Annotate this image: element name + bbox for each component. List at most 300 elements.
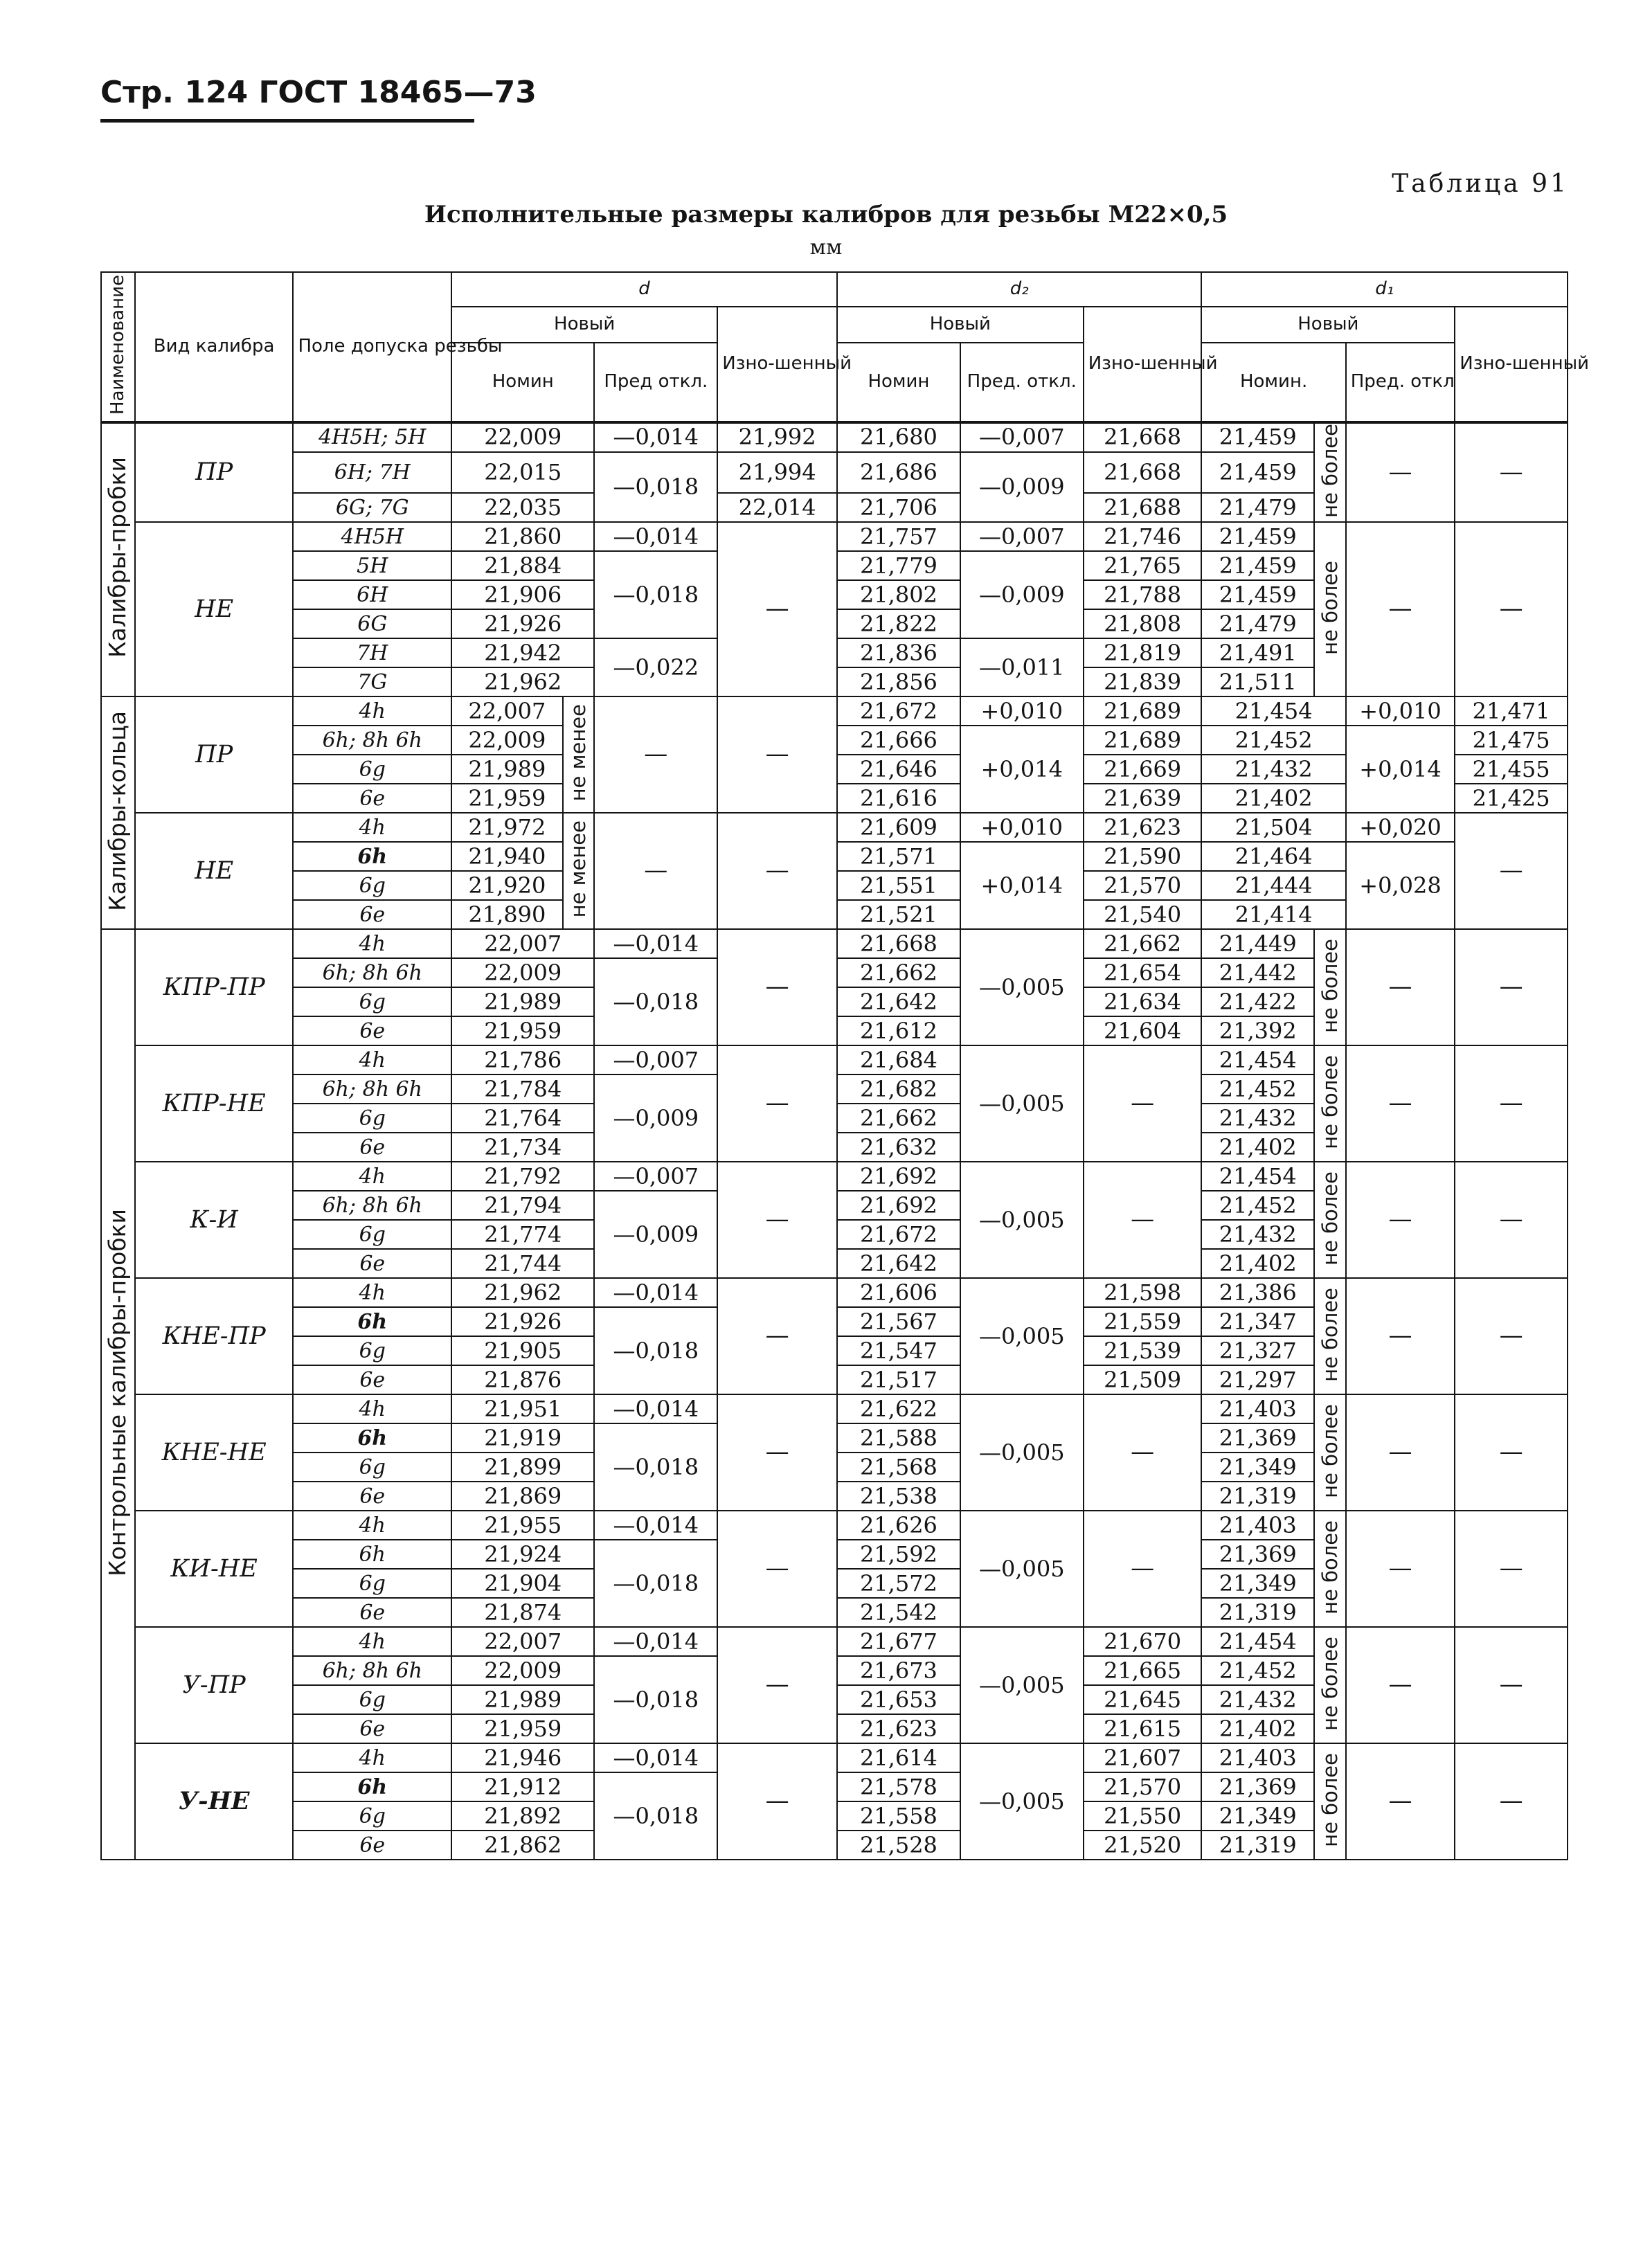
d2-worn: 21,615 xyxy=(1084,1714,1202,1743)
d-nominal: 21,940 xyxy=(451,842,563,871)
d-nominal: 21,962 xyxy=(451,667,594,696)
tolerance-field: 6g xyxy=(293,1685,451,1714)
d2-nominal: 21,622 xyxy=(837,1394,960,1423)
d-worn: — xyxy=(717,1511,837,1627)
table-row xyxy=(101,1045,1568,1074)
tolerance-field: 6H xyxy=(293,580,451,609)
tolerance-field: 6g xyxy=(293,1569,451,1598)
d-nominal: 21,919 xyxy=(451,1423,594,1453)
d1-nominal: 21,402 xyxy=(1201,1249,1314,1278)
d1-nominal: 21,452 xyxy=(1201,1191,1314,1220)
tolerance-field: 7G xyxy=(293,667,451,696)
d2-worn: 21,662 xyxy=(1084,929,1202,958)
d-nominal: 21,874 xyxy=(451,1598,594,1627)
tolerance-field: 6g xyxy=(293,1220,451,1249)
col-header-d2-worn: Изно-шенный xyxy=(1084,307,1202,422)
d2-worn: 21,689 xyxy=(1084,726,1202,755)
table-row xyxy=(101,813,1568,842)
d1-nominal: 21,511 xyxy=(1201,667,1314,696)
d2-worn: 21,668 xyxy=(1084,452,1202,493)
d-nominal: 22,007 xyxy=(451,929,594,958)
d-nominal: 21,862 xyxy=(451,1831,594,1860)
d-deviation: —0,018 xyxy=(594,1307,717,1394)
col-header-name: Наименование xyxy=(101,272,135,422)
d-nominal: 21,892 xyxy=(451,1801,594,1831)
d1-worn: — xyxy=(1455,1162,1568,1278)
d-deviation: —0,018 xyxy=(594,1772,717,1860)
d2-deviation: —0,005 xyxy=(960,1511,1084,1627)
d1-nominal: 21,319 xyxy=(1201,1598,1314,1627)
d-deviation: —0,018 xyxy=(594,1423,717,1511)
d1-deviation: — xyxy=(1346,1278,1455,1394)
d-deviation: — xyxy=(594,813,717,929)
d2-deviation: —0,005 xyxy=(960,1394,1084,1511)
d-worn: — xyxy=(717,1045,837,1162)
table-row xyxy=(101,522,1568,551)
tolerance-field: 6e xyxy=(293,1482,451,1511)
d1-note: не более xyxy=(1314,1394,1346,1511)
gauge-kind: ПР xyxy=(135,422,294,522)
d2-nominal: 21,680 xyxy=(837,422,960,452)
d1-deviation: — xyxy=(1346,1627,1455,1743)
d2-worn: 21,607 xyxy=(1084,1743,1202,1772)
d1-nominal: 21,459 xyxy=(1201,580,1314,609)
d-deviation: —0,007 xyxy=(594,1162,717,1191)
tolerance-field: 6h; 8h 6h xyxy=(293,1074,451,1104)
d2-nominal: 21,662 xyxy=(837,1104,960,1133)
d-deviation: —0,018 xyxy=(594,1540,717,1627)
d1-nominal: 21,414 xyxy=(1201,900,1345,929)
d-deviation: —0,018 xyxy=(594,958,717,1045)
d2-deviation: —0,005 xyxy=(960,929,1084,1045)
d-deviation: —0,018 xyxy=(594,1656,717,1743)
d1-nominal: 21,369 xyxy=(1201,1772,1314,1801)
tolerance-field: 6e xyxy=(293,1831,451,1860)
d2-nominal: 21,606 xyxy=(837,1278,960,1307)
d2-worn: 21,819 xyxy=(1084,638,1202,667)
col-header-d-new: Новый xyxy=(451,307,717,343)
d-nominal: 21,786 xyxy=(451,1045,594,1074)
tolerance-field: 4H5H xyxy=(293,522,451,551)
d-deviation: —0,018 xyxy=(594,551,717,638)
d2-nominal: 21,547 xyxy=(837,1336,960,1365)
d1-nominal: 21,349 xyxy=(1201,1453,1314,1482)
d-nominal: 21,989 xyxy=(451,755,563,784)
d-worn: 22,014 xyxy=(717,493,837,522)
d2-deviation: —0,007 xyxy=(960,522,1084,551)
d-nominal: 21,869 xyxy=(451,1482,594,1511)
gauge-dimensions-table-wrap xyxy=(100,271,1590,1860)
d1-deviation: — xyxy=(1346,1394,1455,1511)
group-label-plugs: Калибры-пробки xyxy=(101,422,135,696)
d-nominal: 21,926 xyxy=(451,1307,594,1336)
d2-nominal: 21,856 xyxy=(837,667,960,696)
d-worn: — xyxy=(717,929,837,1045)
d2-nominal: 21,558 xyxy=(837,1801,960,1831)
d1-worn: 21,425 xyxy=(1455,784,1568,813)
d1-note: не более xyxy=(1314,1743,1346,1860)
d-nominal: 21,906 xyxy=(451,580,594,609)
d2-nominal: 21,642 xyxy=(837,1249,960,1278)
d-nominal: 21,774 xyxy=(451,1220,594,1249)
tolerance-field: 6h; 8h 6h xyxy=(293,1191,451,1220)
table-unit: мм xyxy=(809,235,843,260)
d1-nominal: 21,479 xyxy=(1201,493,1314,522)
d-deviation: —0,007 xyxy=(594,1045,717,1074)
d2-nominal: 21,706 xyxy=(837,493,960,522)
d-deviation: —0,009 xyxy=(594,1074,717,1162)
d1-deviation: — xyxy=(1346,1045,1455,1162)
tolerance-field: 6g xyxy=(293,987,451,1016)
d1-note: не более xyxy=(1314,929,1346,1045)
d-nominal: 21,955 xyxy=(451,1511,594,1540)
d2-worn: — xyxy=(1084,1045,1202,1162)
d2-nominal: 21,757 xyxy=(837,522,960,551)
d1-deviation: +0,014 xyxy=(1346,726,1455,813)
gauge-kind: ПР xyxy=(135,696,294,813)
tolerance-field: 4h xyxy=(293,929,451,958)
gauge-kind: КНЕ-ПР xyxy=(135,1278,294,1394)
table-number: Таблица 91 xyxy=(1392,170,1569,198)
d2-deviation: +0,014 xyxy=(960,842,1084,929)
d2-nominal: 21,568 xyxy=(837,1453,960,1482)
d2-worn: 21,559 xyxy=(1084,1307,1202,1336)
d-nominal: 22,035 xyxy=(451,493,594,522)
d1-nominal: 21,369 xyxy=(1201,1423,1314,1453)
tolerance-field: 7H xyxy=(293,638,451,667)
d1-nominal: 21,459 xyxy=(1201,422,1314,452)
d1-nominal: 21,432 xyxy=(1201,1220,1314,1249)
d1-nominal: 21,442 xyxy=(1201,958,1314,987)
page-header-rule xyxy=(100,119,474,123)
d2-nominal: 21,672 xyxy=(837,696,960,726)
d1-worn: 21,455 xyxy=(1455,755,1568,784)
tolerance-field: 4h xyxy=(293,1394,451,1423)
d2-worn: 21,765 xyxy=(1084,551,1202,580)
d-nominal: 21,959 xyxy=(451,784,563,813)
d2-nominal: 21,677 xyxy=(837,1627,960,1656)
d2-worn: 21,746 xyxy=(1084,522,1202,551)
d-nominal: 21,899 xyxy=(451,1453,594,1482)
d1-note: не более xyxy=(1314,1627,1346,1743)
d-nominal: 21,912 xyxy=(451,1772,594,1801)
table-title: Исполнительные размеры калибров для резьбы М22×0,5 xyxy=(424,201,1228,228)
table-row xyxy=(101,1394,1568,1423)
gauge-dimensions-table xyxy=(100,271,1590,1860)
d2-nominal: 21,572 xyxy=(837,1569,960,1598)
d1-worn: — xyxy=(1455,813,1568,929)
tolerance-field: 6G; 7G xyxy=(293,493,451,522)
d-nominal: 21,794 xyxy=(451,1191,594,1220)
d2-worn: 21,645 xyxy=(1084,1685,1202,1714)
tolerance-field: 5H xyxy=(293,551,451,580)
table-row xyxy=(101,696,1568,726)
col-header-d1-worn: Изно-шенный xyxy=(1455,307,1568,422)
d-nominal: 21,924 xyxy=(451,1540,594,1569)
d1-nominal: 21,369 xyxy=(1201,1540,1314,1569)
d2-worn: 21,550 xyxy=(1084,1801,1202,1831)
d1-worn: 21,471 xyxy=(1455,696,1568,726)
d-nominal: 21,972 xyxy=(451,813,563,842)
d2-nominal: 21,612 xyxy=(837,1016,960,1045)
d1-nominal: 21,452 xyxy=(1201,726,1345,755)
d-deviation: —0,014 xyxy=(594,1743,717,1772)
gauge-kind: К-И xyxy=(135,1162,294,1278)
d2-deviation: —0,005 xyxy=(960,1045,1084,1162)
d-nominal: 21,890 xyxy=(451,900,563,929)
d2-worn: 21,654 xyxy=(1084,958,1202,987)
tolerance-field: 4h xyxy=(293,813,451,842)
d1-nominal: 21,402 xyxy=(1201,1714,1314,1743)
d-worn: — xyxy=(717,1162,837,1278)
table-row xyxy=(101,1278,1568,1307)
d2-nominal: 21,779 xyxy=(837,551,960,580)
d-nominal: 22,007 xyxy=(451,1627,594,1656)
d2-worn: 21,520 xyxy=(1084,1831,1202,1860)
d2-worn: 21,590 xyxy=(1084,842,1202,871)
tolerance-field: 6h xyxy=(293,842,451,871)
group-label-rings: Калибры-кольца xyxy=(101,696,135,929)
tolerance-field: 6e xyxy=(293,1133,451,1162)
d-worn: — xyxy=(717,1743,837,1860)
d1-nominal: 21,449 xyxy=(1201,929,1314,958)
tolerance-field: 6g xyxy=(293,871,451,900)
d-deviation: —0,009 xyxy=(594,1191,717,1278)
d2-deviation: —0,005 xyxy=(960,1743,1084,1860)
table-row xyxy=(101,1511,1568,1540)
d1-nominal: 21,402 xyxy=(1201,1133,1314,1162)
d-worn: — xyxy=(717,1627,837,1743)
d2-nominal: 21,692 xyxy=(837,1191,960,1220)
d2-deviation: —0,005 xyxy=(960,1162,1084,1278)
d-deviation: —0,014 xyxy=(594,929,717,958)
col-header-d1-new: Новый xyxy=(1201,307,1455,343)
d1-worn: — xyxy=(1455,929,1568,1045)
d2-worn: 21,689 xyxy=(1084,696,1202,726)
d2-worn: 21,509 xyxy=(1084,1365,1202,1394)
tolerance-field: 4h xyxy=(293,1045,451,1074)
d2-nominal: 21,571 xyxy=(837,842,960,871)
d2-nominal: 21,673 xyxy=(837,1656,960,1685)
d2-nominal: 21,642 xyxy=(837,987,960,1016)
d-nominal: 21,946 xyxy=(451,1743,594,1772)
d-nominal: 22,009 xyxy=(451,422,594,452)
d2-nominal: 21,567 xyxy=(837,1307,960,1336)
d1-nominal: 21,386 xyxy=(1201,1278,1314,1307)
tolerance-field: 6H; 7H xyxy=(293,452,451,493)
d2-nominal: 21,609 xyxy=(837,813,960,842)
d2-worn: 21,808 xyxy=(1084,609,1202,638)
d-nominal: 21,884 xyxy=(451,551,594,580)
d1-note: не более xyxy=(1314,1511,1346,1627)
col-header-d2: d₂ xyxy=(837,272,1201,307)
d2-nominal: 21,542 xyxy=(837,1598,960,1627)
d-deviation: —0,014 xyxy=(594,1511,717,1540)
col-header-d2-pred: Пред. откл. xyxy=(960,343,1084,422)
d1-nominal: 21,422 xyxy=(1201,987,1314,1016)
d2-nominal: 21,588 xyxy=(837,1423,960,1453)
d-nominal: 22,009 xyxy=(451,1656,594,1685)
d1-nominal: 21,504 xyxy=(1201,813,1345,842)
d2-nominal: 21,684 xyxy=(837,1045,960,1074)
d1-nominal: 21,392 xyxy=(1201,1016,1314,1045)
col-header-d2-nomin: Номин xyxy=(837,343,960,422)
d2-nominal: 21,528 xyxy=(837,1831,960,1860)
d2-deviation: —0,009 xyxy=(960,551,1084,638)
tolerance-field: 6h; 8h 6h xyxy=(293,958,451,987)
table-row xyxy=(101,1743,1568,1772)
gauge-kind: У-НЕ xyxy=(135,1743,294,1860)
col-header-kind: Вид калибра xyxy=(135,272,294,422)
d2-deviation: —0,011 xyxy=(960,638,1084,696)
d-nominal: 21,904 xyxy=(451,1569,594,1598)
d1-nominal: 21,452 xyxy=(1201,1656,1314,1685)
d2-worn: 21,634 xyxy=(1084,987,1202,1016)
gauge-kind: КНЕ-НЕ xyxy=(135,1394,294,1511)
d-nominal: 21,920 xyxy=(451,871,563,900)
d1-nominal: 21,452 xyxy=(1201,1074,1314,1104)
tolerance-field: 4h xyxy=(293,1627,451,1656)
d2-nominal: 21,668 xyxy=(837,929,960,958)
d2-nominal: 21,822 xyxy=(837,609,960,638)
col-header-d1-pred: Пред. откл xyxy=(1346,343,1455,422)
d2-nominal: 21,632 xyxy=(837,1133,960,1162)
tolerance-field: 6g xyxy=(293,755,451,784)
d-nominal: 21,926 xyxy=(451,609,594,638)
d1-deviation: — xyxy=(1346,1162,1455,1278)
d2-nominal: 21,626 xyxy=(837,1511,960,1540)
d-deviation: —0,014 xyxy=(594,1627,717,1656)
d1-worn: — xyxy=(1455,1394,1568,1511)
d2-nominal: 21,646 xyxy=(837,755,960,784)
d2-deviation: —0,007 xyxy=(960,422,1084,452)
tolerance-field: 6e xyxy=(293,1016,451,1045)
d-nominal: 21,905 xyxy=(451,1336,594,1365)
d1-nominal: 21,459 xyxy=(1201,551,1314,580)
d-deviation: —0,014 xyxy=(594,422,717,452)
d2-deviation: +0,010 xyxy=(960,813,1084,842)
d-worn: 21,992 xyxy=(717,422,837,452)
gauge-kind: НЕ xyxy=(135,522,294,696)
d2-deviation: —0,009 xyxy=(960,452,1084,522)
d-nominal: 21,734 xyxy=(451,1133,594,1162)
d1-note: не более xyxy=(1314,522,1346,696)
d2-nominal: 21,592 xyxy=(837,1540,960,1569)
d1-note: не более xyxy=(1314,1045,1346,1162)
d1-deviation: +0,028 xyxy=(1346,842,1455,929)
d2-worn: 21,598 xyxy=(1084,1278,1202,1307)
d1-nominal: 21,491 xyxy=(1201,638,1314,667)
d-nominal: 21,989 xyxy=(451,987,594,1016)
d1-worn: — xyxy=(1455,1045,1568,1162)
table-row xyxy=(101,422,1568,452)
d1-nominal: 21,464 xyxy=(1201,842,1345,871)
d2-worn: 21,669 xyxy=(1084,755,1202,784)
d2-worn: 21,639 xyxy=(1084,784,1202,813)
d-deviation: —0,022 xyxy=(594,638,717,696)
d1-nominal: 21,432 xyxy=(1201,1685,1314,1714)
d-deviation: —0,014 xyxy=(594,522,717,551)
d2-nominal: 21,653 xyxy=(837,1685,960,1714)
d1-deviation: — xyxy=(1346,422,1455,522)
tolerance-field: 6g xyxy=(293,1453,451,1482)
tolerance-field: 6e xyxy=(293,900,451,929)
d1-worn: — xyxy=(1455,422,1568,522)
d2-nominal: 21,686 xyxy=(837,452,960,493)
d-nominal: 21,744 xyxy=(451,1249,594,1278)
d2-nominal: 21,692 xyxy=(837,1162,960,1191)
d2-worn: 21,570 xyxy=(1084,1772,1202,1801)
tolerance-field: 4H5H; 5H xyxy=(293,422,451,452)
d-worn: — xyxy=(717,1394,837,1511)
d2-nominal: 21,682 xyxy=(837,1074,960,1104)
d-nominal: 22,009 xyxy=(451,726,563,755)
d-deviation: —0,018 xyxy=(594,452,717,522)
d1-nominal: 21,459 xyxy=(1201,452,1314,493)
d-nominal: 21,959 xyxy=(451,1714,594,1743)
d2-nominal: 21,623 xyxy=(837,1714,960,1743)
d2-nominal: 21,672 xyxy=(837,1220,960,1249)
d1-worn: — xyxy=(1455,1511,1568,1627)
tolerance-field: 6h; 8h 6h xyxy=(293,726,451,755)
col-header-field: Поле допуска резьбы xyxy=(293,272,451,422)
d1-nominal: 21,403 xyxy=(1201,1511,1314,1540)
gauge-kind: НЕ xyxy=(135,813,294,929)
d1-nominal: 21,349 xyxy=(1201,1801,1314,1831)
tolerance-field: 4h xyxy=(293,696,451,726)
d1-note: не более xyxy=(1314,1162,1346,1278)
tolerance-field: 6h xyxy=(293,1772,451,1801)
d-worn: — xyxy=(717,696,837,813)
tolerance-field: 6h; 8h 6h xyxy=(293,1656,451,1685)
d2-worn: — xyxy=(1084,1162,1202,1278)
tolerance-field: 4h xyxy=(293,1278,451,1307)
d1-worn: — xyxy=(1455,1627,1568,1743)
d2-worn: 21,670 xyxy=(1084,1627,1202,1656)
d1-worn: — xyxy=(1455,1278,1568,1394)
d2-nominal: 21,517 xyxy=(837,1365,960,1394)
d-deviation: —0,014 xyxy=(594,1278,717,1307)
d-note: не менее xyxy=(563,696,595,813)
tolerance-field: 6e xyxy=(293,1714,451,1743)
gauge-kind: КПР-НЕ xyxy=(135,1045,294,1162)
tolerance-field: 6h xyxy=(293,1540,451,1569)
d2-worn: 21,540 xyxy=(1084,900,1202,929)
table-row xyxy=(101,1627,1568,1656)
tolerance-field: 6G xyxy=(293,609,451,638)
d2-nominal: 21,666 xyxy=(837,726,960,755)
d2-worn: 21,788 xyxy=(1084,580,1202,609)
d-worn: — xyxy=(717,1278,837,1394)
d1-deviation: — xyxy=(1346,522,1455,696)
d1-nominal: 21,479 xyxy=(1201,609,1314,638)
d2-worn: 21,688 xyxy=(1084,493,1202,522)
d1-nominal: 21,454 xyxy=(1201,1162,1314,1191)
gauge-kind: У-ПР xyxy=(135,1627,294,1743)
tolerance-field: 6e xyxy=(293,1598,451,1627)
d1-nominal: 21,403 xyxy=(1201,1394,1314,1423)
table-row xyxy=(101,929,1568,958)
d2-worn: 21,623 xyxy=(1084,813,1202,842)
table-row xyxy=(101,1162,1568,1191)
tolerance-field: 4h xyxy=(293,1162,451,1191)
d1-nominal: 21,347 xyxy=(1201,1307,1314,1336)
d2-worn: 21,539 xyxy=(1084,1336,1202,1365)
d1-nominal: 21,454 xyxy=(1201,696,1345,726)
d2-deviation: +0,010 xyxy=(960,696,1084,726)
d1-nominal: 21,444 xyxy=(1201,871,1345,900)
d2-worn: 21,668 xyxy=(1084,422,1202,452)
